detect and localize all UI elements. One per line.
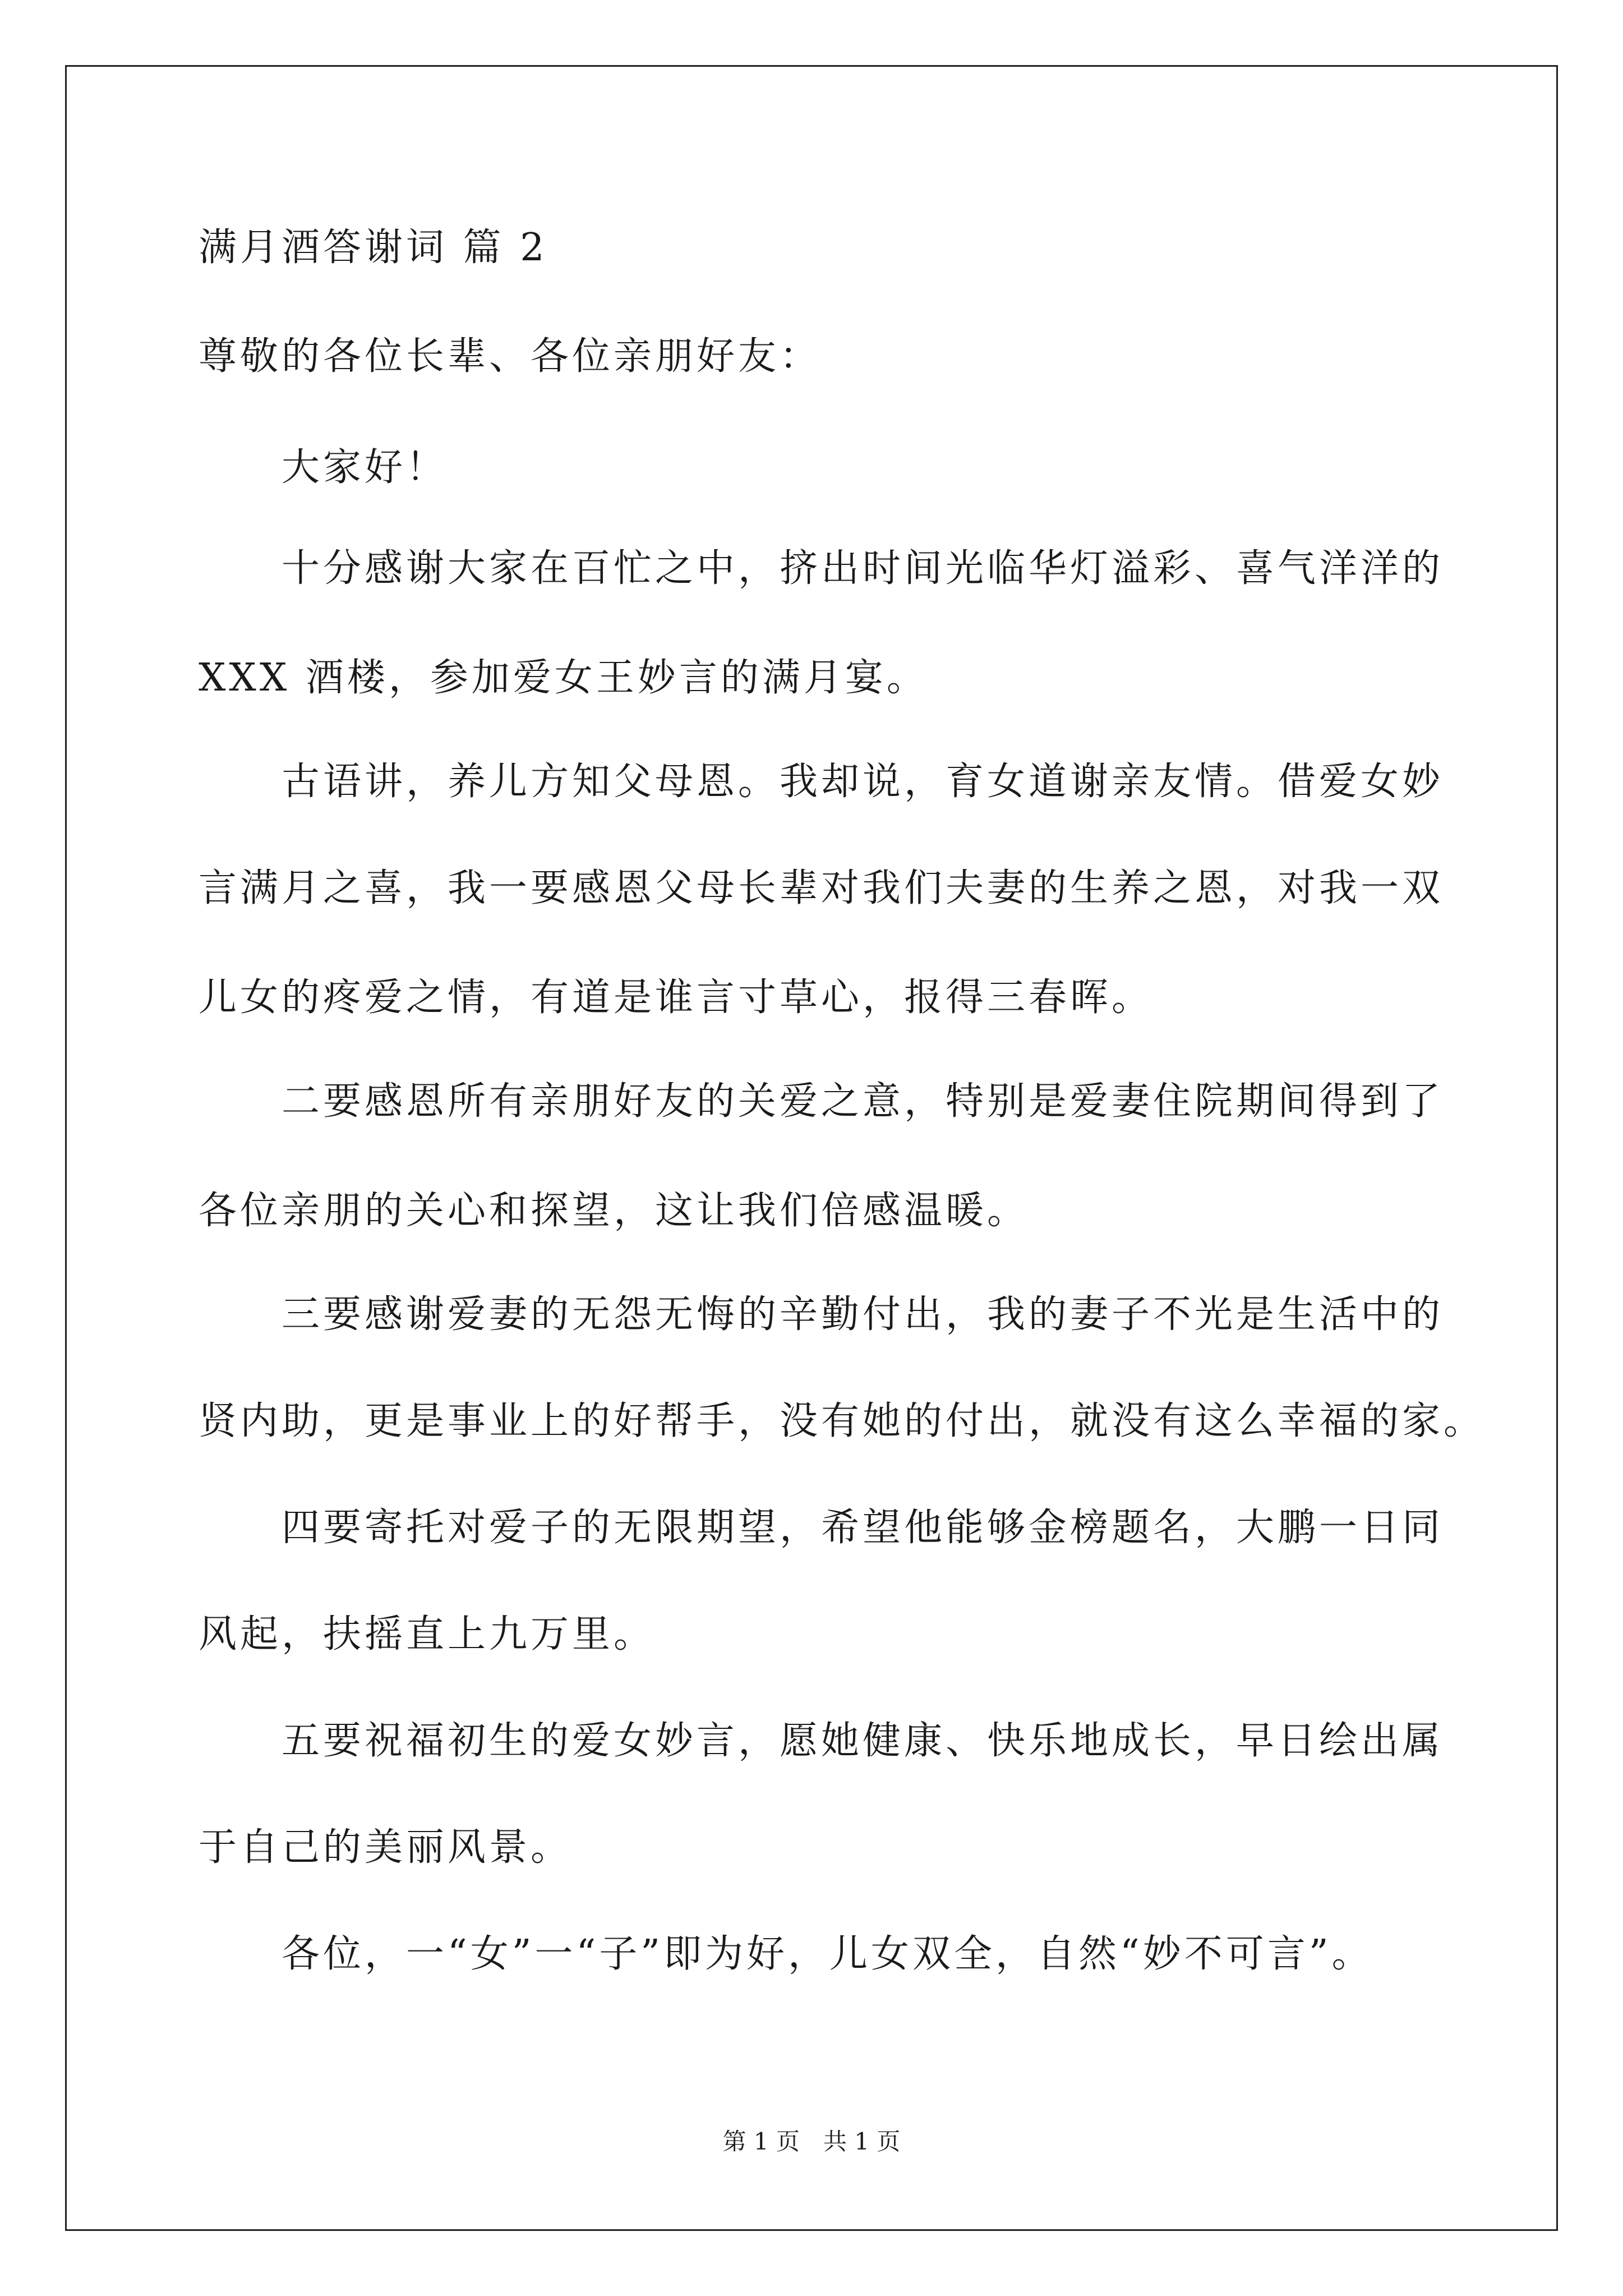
paragraph-line: 贤内助，更是事业上的好帮手，没有她的付出，就没有这么幸福的家。 <box>199 1399 1486 1443</box>
page-border <box>65 65 1558 2231</box>
page-number-footer: 第 1 页 共 1 页 <box>722 2128 901 2155</box>
paragraph-line: 十分感谢大家在百忙之中，挤出时间光临华灯溢彩、喜气洋洋的 <box>199 546 1444 591</box>
paragraph-line: 儿女的疼爱之情，有道是谁言寸草心，报得三春晖。 <box>199 976 1154 1020</box>
paragraph-line: 二要感恩所有亲朋好友的关爱之意，特别是爱妻住院期间得到了 <box>199 1079 1444 1124</box>
paragraph-line: 古语讲，养儿方知父母恩。我却说，育女道谢亲友情。借爱女妙 <box>199 760 1444 804</box>
paragraph-line: 五要祝福初生的爱女妙言，愿她健康、快乐地成长，早日绘出属 <box>199 1719 1444 1763</box>
paragraph-line: 于自己的美丽风景。 <box>199 1825 573 1870</box>
paragraph-line: 三要感谢爱妻的无怨无悔的辛勤付出，我的妻子不光是生活中的 <box>199 1292 1444 1337</box>
paragraph-line: 各位亲朋的关心和探望，这让我们倍感温暖。 <box>199 1189 1029 1233</box>
paragraph-line: 言满月之喜，我一要感恩父母长辈对我们夫妻的生养之恩，对我一双 <box>199 866 1444 910</box>
document-title: 满月酒答谢词 篇 2 <box>199 226 548 270</box>
paragraph-line: 各位，一“女”一“子”即为好，儿女双全，自然“妙不可言”。 <box>199 1932 1373 1976</box>
paragraph-line: 大家好！ <box>199 445 448 490</box>
paragraph-line: 风起，扶摇直上九万里。 <box>199 1612 656 1657</box>
paragraph-line: 四要寄托对爱子的无限期望，希望他能够金榜题名，大鹏一日同 <box>199 1506 1444 1550</box>
paragraph-line: XXX 酒楼，参加爱女王妙言的满月宴。 <box>199 656 928 700</box>
paragraph-line: 尊敬的各位长辈、各位亲朋好友： <box>199 334 822 379</box>
